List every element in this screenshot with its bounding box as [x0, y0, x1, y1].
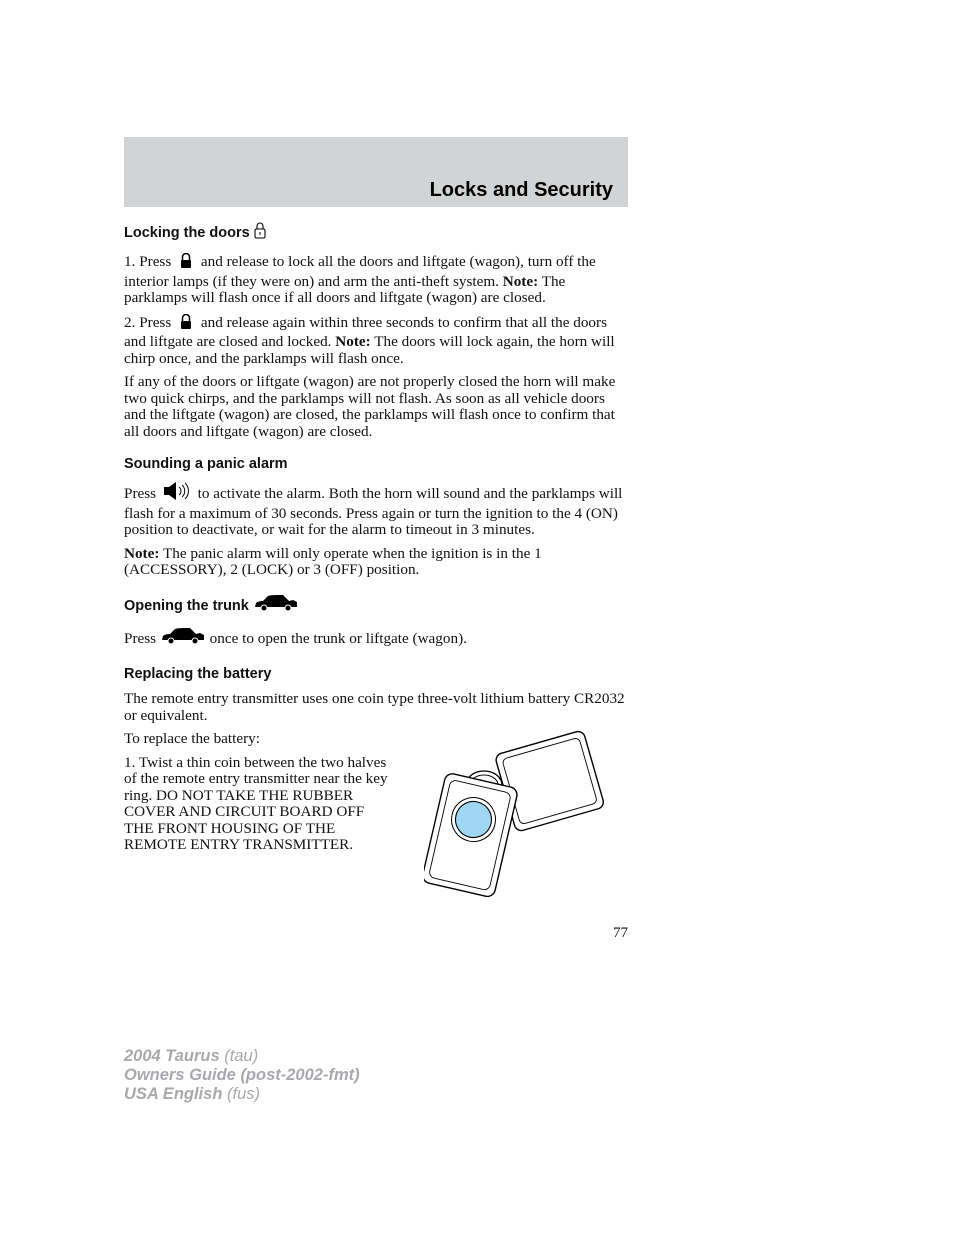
battery-step-1: 1. Twist a thin coin between the two halves of the remote entry transmitter near the key ring. DO NOT TAKE THE RUBBER COVER AND CIRCUIT BOARD OFF THE FRONT HOUSING OF THE REMOTE ENTRY TRANSMITTER.	[124, 753, 388, 853]
battery-paragraph-1: The remote entry transmitter uses one coin type three-volt lithium battery CR2032 or equivalent.	[124, 690, 625, 724]
page-number: 77	[613, 925, 628, 941]
panic-note: Note: The panic alarm will only operate when the ignition is in the 1 (ACCESSORY), 2 (LOCK) or 3 (OFF) position.	[124, 544, 542, 578]
document-footer	[124, 1047, 360, 1104]
horn-speaker-icon	[160, 481, 194, 506]
heading-locking-doors: Locking the doors	[124, 220, 628, 246]
lock-icon	[175, 253, 197, 274]
remote-transmitter-illustration	[424, 727, 604, 902]
heading-panic-alarm: Sounding a panic alarm	[124, 456, 288, 472]
panic-paragraph-1: Press to activate the alarm. Both the horn will sound and the parklamps will flash for a maximum of 30 seconds. Press again or turn the ignition to the 4 (ON) position to deactivate, or wait for the alarm to timeout in 3 minutes.	[124, 481, 628, 539]
footer-line-2: Owners Guide (post-2002-fmt)	[124, 1066, 360, 1084]
locking-paragraph-3: If any of the doors or liftgate (wagon) are not properly closed the horn will make two quick chirps, and the parklamps will not flash. As soon as all vehicle doors and the liftgate (wagon) are closed, the parklamps will flash once to confirm that all doors and liftgate (wagon) are closed.	[124, 373, 616, 440]
locking-paragraph-1: 1. Press and release to lock all the doors and liftgate (wagon), turn off the interior lamps (if they were on) and arm the anti-theft system. Note: The parklamps will flash once if all doors and liftgate (wagon) are closed.	[124, 253, 596, 306]
heading-opening-trunk: Opening the trunk	[124, 593, 628, 619]
locking-paragraph-2: 2. Press and release again within three seconds to confirm that all the doors and liftgate are closed and locked. Note: The doors will lock again, the horn will chirp once, and the parklamps will flash once.	[124, 313, 615, 367]
heading-replacing-battery: Replacing the battery	[124, 666, 272, 682]
section-title: Locks and Security	[429, 179, 613, 201]
page-content	[124, 220, 628, 915]
footer-line-3: USA English (fus)	[124, 1085, 260, 1103]
car-trunk-icon	[160, 626, 206, 651]
trunk-paragraph-1: Press once to open the trunk or liftgate (wagon).	[124, 626, 628, 651]
section-header-band	[124, 137, 628, 207]
lock-icon	[175, 314, 197, 335]
car-trunk-icon	[253, 593, 299, 619]
battery-paragraph-2: To replace the battery:	[124, 730, 260, 747]
lock-icon	[254, 220, 266, 246]
battery-step-row	[124, 755, 628, 915]
footer-line-1: 2004 Taurus (tau)	[124, 1047, 259, 1065]
